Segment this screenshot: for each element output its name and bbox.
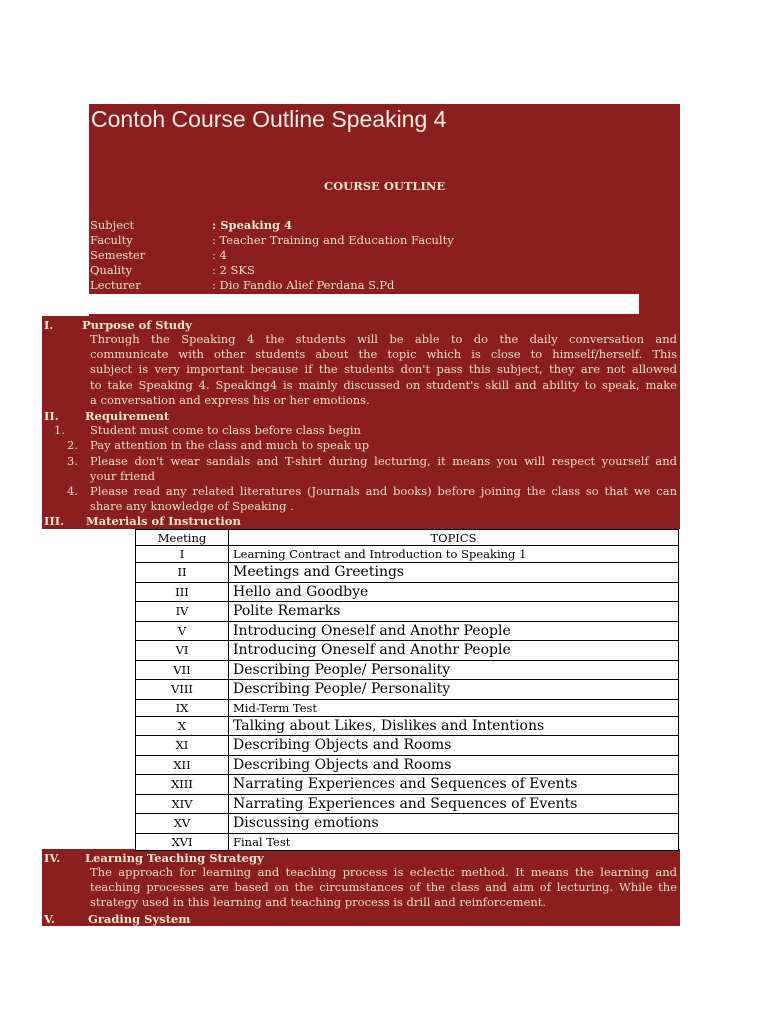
meeting-cell: V — [136, 621, 229, 641]
info-value: : 4 — [212, 248, 227, 262]
table-row — [136, 563, 679, 583]
topic-cell: Learning Contract and Introduction to Speaking 1 — [229, 546, 679, 563]
meeting-cell: X — [136, 716, 229, 736]
table-row — [136, 582, 679, 602]
table-left-gutter — [42, 529, 135, 849]
topic-cell: Mid-Term Test — [229, 699, 679, 716]
header-meeting: Meeting — [136, 530, 229, 546]
topic-cell: Describing People/ Personality — [229, 660, 679, 680]
requirement-number: 3. — [67, 454, 78, 468]
table-row — [136, 716, 679, 736]
strategy-paragraph — [90, 865, 677, 911]
purpose-line: to take Speaking 4. Speaking4 is mainly discussed on student's skill and ability to speak, make — [90, 377, 677, 392]
topic-cell: Hello and Goodbye — [229, 582, 679, 602]
meeting-cell: VI — [136, 641, 229, 661]
requirement-line: Please don't wear sandals and T-shirt during lecturing, it means you will respect yourself and — [90, 454, 677, 468]
topic-cell: Discussing emotions — [229, 814, 679, 834]
requirement-item — [90, 423, 677, 438]
topic-cell: Meetings and Greetings — [229, 563, 679, 583]
section-number: IV. — [44, 851, 61, 865]
topic-cell: Polite Remarks — [229, 602, 679, 622]
topic-cell: Introducing Oneself and Anothr People — [229, 621, 679, 641]
topic-cell: Describing Objects and Rooms — [229, 755, 679, 775]
info-label: Semester — [90, 248, 146, 262]
meeting-cell: IV — [136, 602, 229, 622]
requirement-line: Student must come to class before class begin — [90, 423, 361, 437]
requirement-item — [90, 438, 677, 453]
info-value: : 2 SKS — [212, 263, 255, 277]
table-row — [136, 680, 679, 700]
outline-heading: COURSE OUTLINE — [324, 179, 446, 193]
purpose-line: a conversation and express his or her emotions. — [90, 392, 370, 407]
requirement-number: 1. — [54, 423, 65, 437]
section-title: Learning Teaching Strategy — [85, 851, 264, 865]
strategy-line: teaching processes are based on the circumstances of the class and aim of lecturing. While the — [90, 880, 677, 895]
table-row — [136, 546, 679, 563]
purpose-paragraph — [90, 332, 677, 408]
info-value: : Teacher Training and Education Faculty — [212, 233, 454, 247]
table-row — [136, 755, 679, 775]
section-title: Requirement — [85, 409, 170, 423]
meeting-cell: XIV — [136, 794, 229, 814]
topic-cell: Describing People/ Personality — [229, 680, 679, 700]
meeting-cell: VIII — [136, 680, 229, 700]
requirement-line: Pay attention in the class and much to speak up — [90, 438, 370, 452]
topic-cell: Describing Objects and Rooms — [229, 736, 679, 756]
purpose-line: Through the Speaking 4 the students will be able to do the daily conversation and — [90, 332, 677, 346]
info-label: Faculty — [90, 233, 133, 247]
section-title: Purpose of Study — [82, 318, 192, 332]
white-bar — [89, 294, 639, 314]
meeting-cell: XV — [136, 814, 229, 834]
requirement-line: your friend — [90, 469, 155, 484]
meeting-cell: I — [136, 546, 229, 563]
info-label: Lecturer — [90, 278, 141, 292]
topic-cell: Final Test — [229, 833, 679, 850]
topics-table — [135, 529, 679, 851]
meeting-cell: XI — [136, 736, 229, 756]
requirement-number: 4. — [67, 484, 78, 498]
section-title: Materials of Instruction — [86, 514, 241, 528]
topic-cell: Talking about Likes, Dislikes and Intentions — [229, 716, 679, 736]
info-label: Quality — [90, 263, 133, 277]
table-header-row — [136, 530, 679, 546]
info-label: Subject — [90, 218, 135, 232]
requirement-item — [90, 484, 677, 514]
table-row — [136, 699, 679, 716]
section-number: I. — [44, 318, 54, 332]
meeting-cell: IX — [136, 699, 229, 716]
meeting-cell: II — [136, 563, 229, 583]
requirement-line: share any knowledge of Speaking . — [90, 499, 294, 514]
topic-cell: Narrating Experiences and Sequences of Events — [229, 794, 679, 814]
meeting-cell: XII — [136, 755, 229, 775]
purpose-line: subject is very important because if the students don't pass this subject, they are not allowed — [90, 362, 677, 377]
meeting-cell: III — [136, 582, 229, 602]
section-title: Grading System — [88, 912, 191, 926]
table-row — [136, 641, 679, 661]
topic-cell: Introducing Oneself and Anothr People — [229, 641, 679, 661]
meeting-cell: XVI — [136, 833, 229, 850]
table-row — [136, 660, 679, 680]
topic-cell: Narrating Experiences and Sequences of Events — [229, 775, 679, 795]
table-row — [136, 833, 679, 850]
table-row — [136, 736, 679, 756]
meeting-cell: XIII — [136, 775, 229, 795]
section-number: III. — [44, 514, 65, 528]
requirement-item — [90, 454, 677, 484]
page-title: Contoh Course Outline Speaking 4 — [91, 106, 447, 132]
purpose-line: communicate with other students about the topic which is close to himself/herself. This — [90, 347, 677, 362]
table-row — [136, 775, 679, 795]
strategy-line: strategy used in this learning and teaching process is drill and reinforcement. — [90, 895, 547, 910]
info-value: : Speaking 4 — [212, 218, 293, 232]
section-number: II. — [44, 409, 59, 423]
requirement-number: 2. — [67, 438, 78, 452]
table-row — [136, 602, 679, 622]
header-topics: TOPICS — [229, 530, 679, 546]
section-number: V. — [44, 912, 55, 926]
strategy-line: The approach for learning and teaching process is eclectic method. It means the learning and — [90, 865, 677, 879]
table-row — [136, 814, 679, 834]
info-value: : Dio Fandio Alief Perdana S.Pd — [212, 278, 395, 292]
meeting-cell: VII — [136, 660, 229, 680]
requirement-line: Please read any related literatures (Journals and books) before joining the class so that we can — [90, 484, 677, 498]
table-row — [136, 621, 679, 641]
table-row — [136, 794, 679, 814]
